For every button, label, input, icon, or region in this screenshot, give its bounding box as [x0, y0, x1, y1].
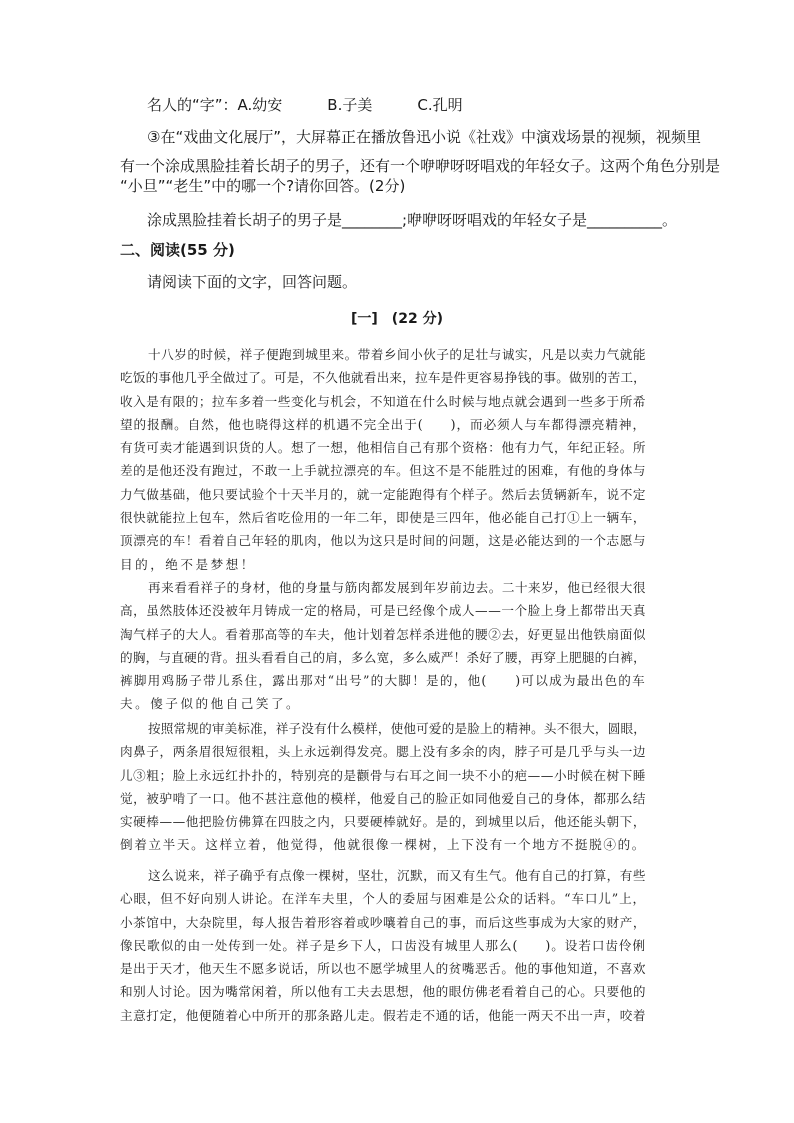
passage-line: 夫。傻子似的他自己笑了。	[120, 696, 302, 712]
passage-line: 十八岁的时候，祥子便跑到城里来。带着乡间小伙子的足壮与诚实，凡是以卖力气就能	[148, 347, 646, 362]
passage-line: 裤脚用鸡肠子带儿系住，露出那对“出号”的大脚！是的，他( )可以成为最出色的车	[120, 673, 646, 689]
passage-line: 儿③粗；脸上永远红扑扑的，特别亮的是颧骨与右耳之间一块不小的疤——小时候在树下睡	[120, 767, 646, 783]
passage-line: 高，虽然肢体还没被年月铸成一定的格局，可是已经像个成人——一个脸上身上都带出天真	[120, 603, 646, 619]
passage-line: 小茶馆中，大杂院里，每人报告着形容着或吵嚷着自己的事，而后这些事成为大家的财产，	[120, 914, 646, 930]
passage-paragraph-1	[120, 343, 646, 576]
section-heading: 二、阅读(55 分)	[120, 241, 235, 259]
passage-line: 收入是有限的；拉车多着一些变化与机会，不知道在什么时候与地点就会遇到一些多于所希	[120, 393, 646, 409]
passage-line: 再来看看祥子的身材，他的身量与筋肉都发展到年岁前边去。二十来岁，他已经很大很	[148, 580, 646, 595]
passage-line: 倒着立半天。这样立着，他觉得，他就很像一棵树，上下没有一个地方不挺脱④的。	[120, 837, 646, 853]
passage-line: 按照常规的审美标准，祥子没有什么模样，使他可爱的是脸上的精神。头不很大，圆眼，	[148, 721, 646, 736]
passage-line: 主意打定，他便随着心中所开的那条路儿走。假若走不通的话，他能一两天不出一声，咬着	[120, 1007, 646, 1023]
passage-line: 差的是他还没有跑过，不敢一上手就拉漂亮的车。但这不是不能胜过的困难，有他的身体与	[120, 463, 646, 479]
part-title: [一] (22 分)	[351, 311, 443, 327]
passage-line: 力气做基础，他只要试验个十天半月的，就一定能跑得有个样子。然后去赁辆新车，说不定	[120, 486, 646, 502]
passage-line: 实硬棒——他把脸仿佛算在四肢之内，只要硬棒就好。是的，到城里以后，他还能头朝下，	[120, 814, 646, 830]
passage-line: 是出于天才，他天生不愿多说话，所以也不愿学城里人的贫嘴恶舌。他的事他知道，不喜欢	[120, 961, 646, 977]
passage-line: 肉鼻子，两条眉很短很粗，头上永远剃得发亮。腮上没有多余的肉，脖子可是几乎与头一边	[120, 744, 646, 760]
answer-options-line: 名人的“字”：A.幼安 B.子美 C.孔明	[147, 96, 463, 114]
passage-paragraph-2	[120, 576, 646, 716]
passage-paragraph-4	[120, 864, 646, 1027]
passage-line: 吃饭的事他几乎全做过了。可是，不久他就看出来，拉车是件更容易挣钱的事。做别的苦工，	[120, 370, 646, 386]
passage-line: 很快就能拉上包车，然后省吃俭用的一年二年，即使是三四年，他必能自己打①上一辆车，	[120, 510, 646, 526]
passage-line: 觉，被驴啃了一口。他不甚注意他的模样，他爱自己的脸正如同他爱自己的身体，都那么结	[120, 790, 646, 806]
passage-paragraph-3	[120, 717, 646, 857]
passage-line: 这么说来，祥子确乎有点像一棵树，坚壮，沉默，而又有生气。他有自己的打算，有些	[148, 868, 646, 883]
passage-line: 目的，绝不是梦想！	[120, 556, 256, 572]
question-3-line-1: ③在“戏曲文化展厅”，大屏幕正在播放鲁迅小说《社戏》中演戏场景的视频，视频里	[147, 128, 701, 146]
reading-instruction: 请阅读下面的文字，回答问题。	[147, 273, 358, 291]
passage-line: 像民歌似的由一处传到一处。祥子是乡下人，口齿没有城里人那么( )。设若口齿伶俐	[120, 937, 646, 953]
answer-blanks-line: 涂成黑脸挂着长胡子的男子是________;咿咿呀呀唱戏的年轻女子是__________。	[147, 211, 678, 229]
question-3-line-3: “小旦”“老生”中的哪一个?请你回答。(2分)	[120, 177, 406, 195]
question-3-line-2: 有一个涂成黑脸挂着长胡子的男子，还有一个咿咿呀呀唱戏的年轻女子。这两个角色分别是	[120, 157, 721, 175]
passage-line: 有货可卖才能遇到识货的人。想了一想，他相信自己有那个资格：他有力气，年纪正轻。所	[120, 440, 646, 456]
passage-line: 淘气样子的大人。看着那高等的车夫，他计划着怎样杀进他的腰②去，好更显出他铁扇面似	[120, 626, 646, 642]
passage-line: 顶漂亮的车！看着自己年轻的肌肉，他以为这只是时间的问题，这是必能达到的一个志愿与	[120, 533, 646, 549]
passage-line: 和别人讨论。因为嘴常闲着，所以他有工夫去思想，他的眼仿佛老看着自己的心。只要他的	[120, 984, 646, 1000]
passage-line: 的胸，与直硬的背。扭头看看自己的肩，多么宽，多么威严！杀好了腰，再穿上肥腿的白裤，	[120, 649, 646, 665]
passage-line: 心眼，但不好向别人讲论。在洋车夫里，个人的委屈与困难是公众的话料。“车口儿”上，	[120, 891, 646, 907]
passage-line: 望的报酬。自然，他也晓得这样的机遇不完全出于( )，而必须人与车都得漂亮精神，	[120, 416, 646, 432]
